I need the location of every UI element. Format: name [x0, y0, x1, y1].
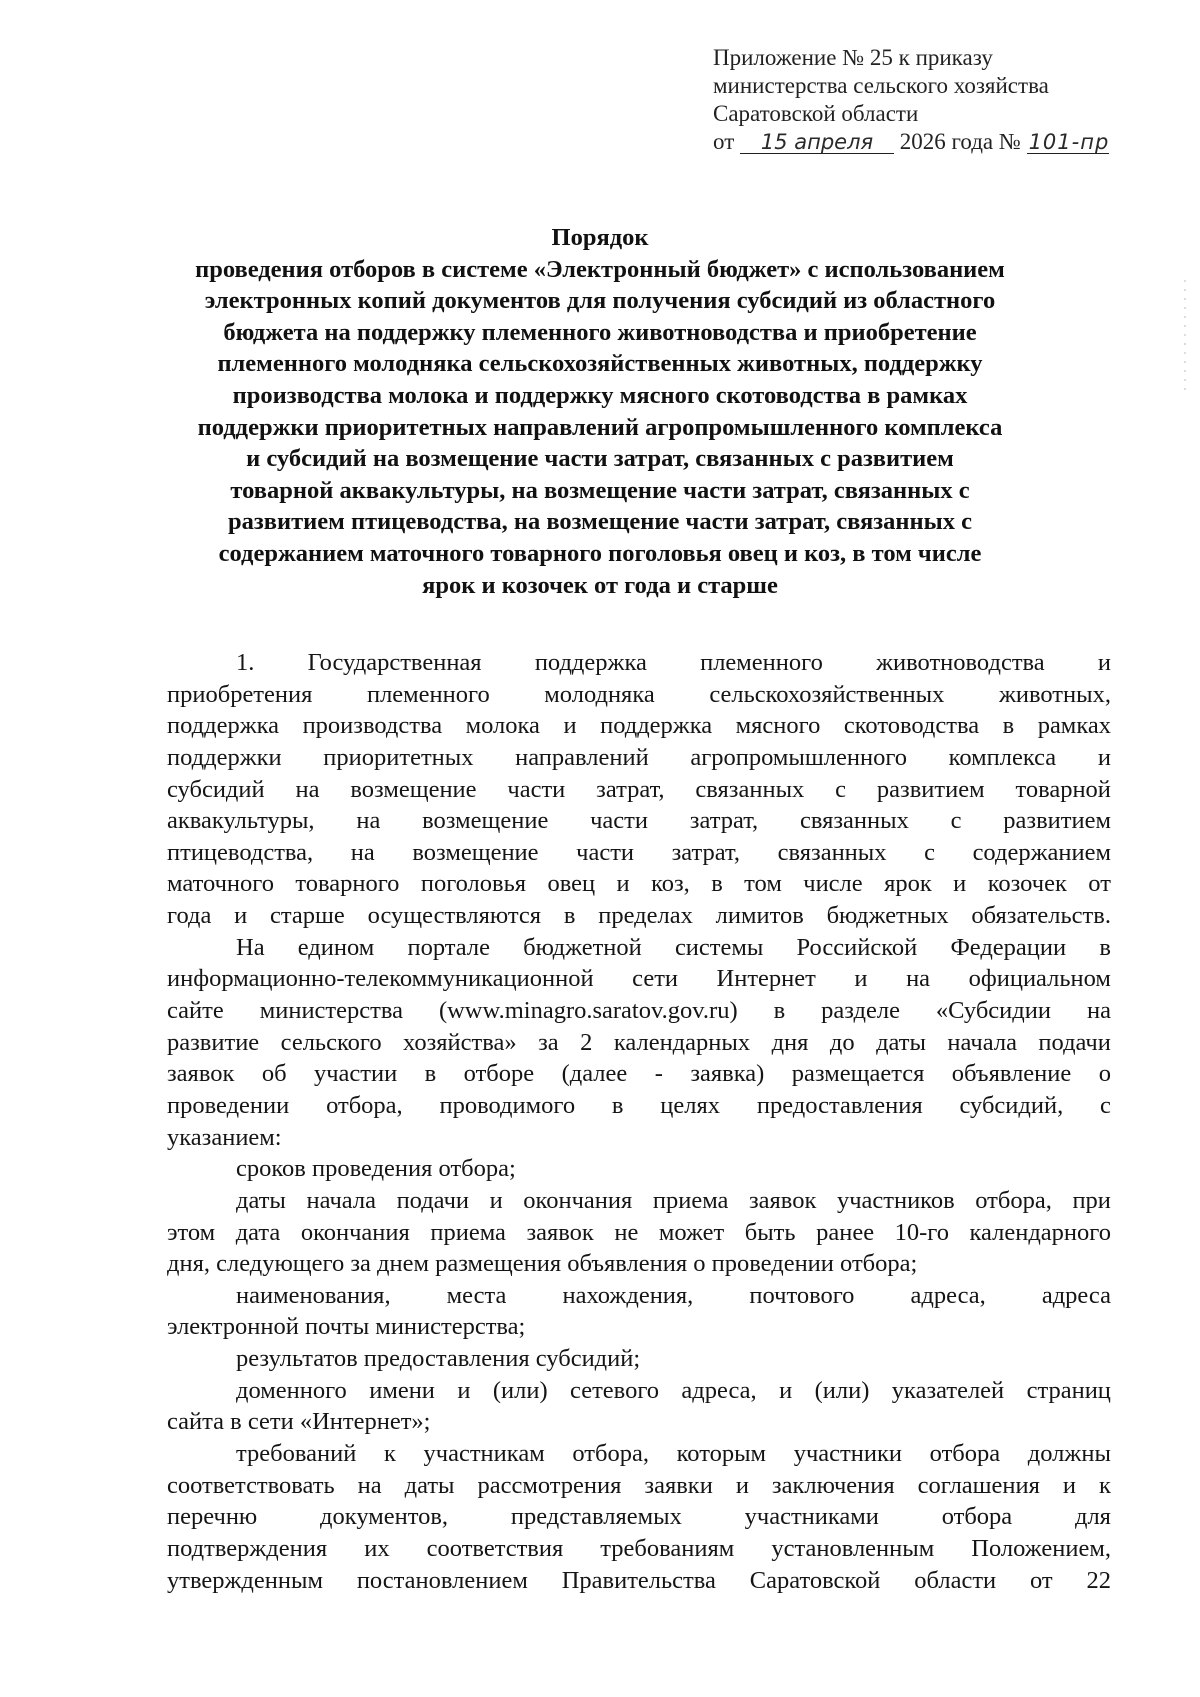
- word: на: [295, 775, 320, 803]
- word: дня: [771, 1028, 809, 1056]
- word: и: [1097, 743, 1111, 771]
- word: части: [576, 838, 635, 866]
- word: связанных: [695, 775, 805, 803]
- word: с: [950, 807, 962, 835]
- word: наименования,: [236, 1281, 391, 1309]
- text-line: [167, 1280, 1111, 1312]
- word: системы: [674, 933, 764, 961]
- word: имени: [369, 1376, 435, 1404]
- word: адреса,: [681, 1376, 757, 1404]
- text-line: дня, следующего за днем размещения объявления о проведении отбора;: [167, 1250, 918, 1278]
- text-line: [167, 995, 1111, 1027]
- word: страниц: [1026, 1376, 1111, 1404]
- word: 2: [580, 1028, 593, 1056]
- word: проводимого: [439, 1091, 576, 1119]
- word: субсидий,: [959, 1091, 1064, 1119]
- text-line: [167, 679, 1111, 711]
- text-line: [167, 1470, 1111, 1502]
- title-line: электронных копий документов для получения субсидий из областного: [204, 287, 996, 315]
- word: календарного: [969, 1218, 1111, 1246]
- word: заявка): [690, 1060, 765, 1088]
- word: том: [744, 870, 782, 898]
- word: этом: [167, 1218, 216, 1246]
- word: подтверждения: [167, 1534, 328, 1562]
- text-line: [167, 932, 1111, 964]
- word: области: [914, 1566, 997, 1594]
- word: пределах: [598, 902, 693, 930]
- word: на: [350, 838, 375, 866]
- header-line-2: министерства сельского хозяйства: [713, 73, 1049, 98]
- word: информационно-телекоммуникационной: [167, 965, 594, 993]
- word: к: [1099, 1471, 1111, 1499]
- word: части: [590, 807, 648, 835]
- word: в: [773, 997, 786, 1025]
- word: адреса,: [910, 1281, 986, 1309]
- word: (или): [814, 1376, 870, 1404]
- word: развитие: [167, 1028, 260, 1056]
- word: документов,: [320, 1503, 449, 1531]
- word: участниками: [744, 1503, 879, 1531]
- word: Государственная: [307, 649, 482, 676]
- text-line: [167, 900, 1111, 932]
- word: 10-го: [894, 1218, 949, 1246]
- word: 1.: [236, 649, 255, 676]
- word: поголовья: [420, 870, 527, 898]
- word: с: [835, 775, 847, 803]
- word: агропромышленного: [690, 743, 908, 771]
- word: и: [457, 1376, 471, 1404]
- title-line: товарной аквакультуры, на возмещение части затрат, связанных с: [230, 476, 970, 504]
- paragraph-2: [167, 932, 1111, 1153]
- word: товарной: [1015, 775, 1111, 803]
- text-line: [167, 1090, 1111, 1122]
- word: и: [854, 965, 868, 993]
- word: приема: [652, 1186, 729, 1214]
- word: племенного: [366, 680, 490, 708]
- word: Российской: [796, 933, 918, 961]
- word: доменного: [236, 1376, 347, 1404]
- word: в: [424, 1060, 437, 1088]
- word: Правительства: [561, 1566, 716, 1594]
- word: соответствовать: [167, 1471, 335, 1499]
- word: дата: [235, 1218, 281, 1246]
- word: и: [735, 1471, 749, 1499]
- word: приема: [430, 1218, 506, 1246]
- word: молодняка: [544, 680, 655, 708]
- word: На: [236, 933, 265, 961]
- word: подачи: [396, 1186, 470, 1214]
- word: и: [953, 870, 967, 898]
- word: и: [616, 870, 630, 898]
- word: отбора: [929, 1440, 1001, 1468]
- text-line: [167, 837, 1111, 869]
- word: скотоводства: [843, 712, 980, 740]
- word: сетевого: [570, 1376, 660, 1404]
- word: мясного: [735, 712, 821, 740]
- word: и: [234, 902, 248, 930]
- word: -: [654, 1060, 663, 1088]
- word: с: [924, 838, 935, 866]
- word: от: [1030, 1566, 1053, 1594]
- text-line: [167, 1058, 1111, 1090]
- word: аквакультуры,: [167, 807, 315, 835]
- word: «Субсидии: [935, 997, 1051, 1025]
- word: для: [1074, 1503, 1111, 1531]
- word: начала: [947, 1028, 1017, 1056]
- title-line: развитием птицеводства, на возмещение части затрат, связанных с: [228, 508, 972, 536]
- word: ранее: [816, 1218, 875, 1246]
- word: года: [167, 902, 212, 930]
- word: поддержки: [167, 743, 282, 771]
- word: товарного: [295, 870, 400, 898]
- word: птицеводства,: [167, 838, 314, 866]
- word: отборе: [463, 1060, 535, 1088]
- text-line: [167, 774, 1111, 806]
- handwritten-date: 15 апреля: [740, 131, 894, 154]
- word: отбора,: [572, 1440, 649, 1468]
- word: их: [364, 1534, 390, 1562]
- word: при: [1072, 1186, 1111, 1214]
- word: коз,: [651, 870, 690, 898]
- text-line: сайта в сети «Интернет»;: [167, 1408, 431, 1436]
- word: отбора: [941, 1503, 1013, 1531]
- word: Положением,: [971, 1534, 1111, 1562]
- word: о: [1098, 1060, 1111, 1088]
- word: размещается: [791, 1060, 925, 1088]
- word: сельского: [280, 1028, 382, 1056]
- document-title: [150, 222, 1050, 601]
- word: даты: [236, 1186, 286, 1214]
- word: места: [446, 1281, 507, 1309]
- word: затрат,: [671, 838, 741, 866]
- word: хозяйства»: [403, 1028, 517, 1056]
- word: даты: [876, 1028, 926, 1056]
- word: субсидий: [167, 775, 265, 803]
- word: на: [357, 1471, 382, 1499]
- word: может: [658, 1218, 725, 1246]
- title-line: поддержки приоритетных направлений агропромышленного комплекса: [197, 413, 1003, 441]
- word: Саратовской: [749, 1566, 881, 1594]
- title-heading: Порядок: [551, 224, 649, 251]
- text-line: [167, 1185, 1111, 1217]
- word: разделе: [821, 997, 900, 1025]
- paragraph-8: [167, 1438, 1111, 1596]
- word: от: [1088, 870, 1111, 898]
- text-line: [167, 710, 1111, 742]
- text-line: [167, 1565, 1111, 1597]
- word: заявок: [167, 1060, 235, 1088]
- word: календарных: [613, 1028, 751, 1056]
- word: предоставления: [756, 1091, 923, 1119]
- word: затрат,: [596, 775, 665, 803]
- word: соглашения: [917, 1471, 1040, 1499]
- word: обязательств.: [971, 902, 1111, 930]
- word: содержанием: [972, 838, 1111, 866]
- word: и: [1097, 649, 1111, 676]
- word: козочек: [987, 870, 1067, 898]
- word: участникам: [423, 1440, 545, 1468]
- word: рамках: [1037, 712, 1111, 740]
- word: официальном: [968, 965, 1111, 993]
- word: (далее: [561, 1060, 628, 1088]
- word: едином: [297, 933, 375, 961]
- word: должны: [1027, 1440, 1111, 1468]
- word: сельскохозяйственных: [709, 680, 945, 708]
- word: установленным: [771, 1534, 935, 1562]
- word: племенного: [700, 649, 823, 676]
- word: до: [829, 1028, 855, 1056]
- word: маточного: [167, 870, 274, 898]
- paragraph-4: [167, 1185, 1111, 1280]
- word: и: [1062, 1471, 1077, 1499]
- word: осуществляются: [367, 902, 542, 930]
- word: проведении: [167, 1091, 290, 1119]
- word: (www.minagro.saratov.gov.ru): [438, 997, 738, 1025]
- word: сайте: [167, 997, 224, 1025]
- word: участников: [836, 1186, 955, 1214]
- appendix-header: [713, 44, 1173, 156]
- word: на: [906, 965, 931, 993]
- word: старше: [270, 902, 345, 930]
- word: указателей: [891, 1376, 1005, 1404]
- word: объявление: [951, 1060, 1072, 1088]
- word: в: [1099, 933, 1111, 961]
- word: в: [711, 870, 723, 898]
- title-line: содержанием маточного товарного поголовья овец и коз, в том числе: [218, 539, 982, 567]
- header-date-line: [713, 128, 1173, 156]
- word: и: [489, 1186, 503, 1214]
- word: молока: [465, 712, 540, 740]
- word: лимитов: [715, 902, 804, 930]
- word: быть: [744, 1218, 796, 1246]
- word: окончания: [523, 1186, 633, 1214]
- word: окончания: [300, 1218, 410, 1246]
- word: нахождения,: [562, 1281, 694, 1309]
- word: за: [538, 1028, 559, 1056]
- list-item-text: сроков проведения отбора;: [236, 1155, 516, 1183]
- word: начала: [306, 1186, 376, 1214]
- word: отбора,: [975, 1186, 1052, 1214]
- word: заявки: [644, 1471, 713, 1499]
- word: направлений: [515, 743, 649, 771]
- word: приобретения: [167, 680, 313, 708]
- word: целях: [660, 1091, 721, 1119]
- word: развитием: [1003, 807, 1111, 835]
- word: возмещение: [412, 838, 539, 866]
- text-line: [167, 1217, 1111, 1249]
- word: подачи: [1038, 1028, 1111, 1056]
- word: представляемых: [510, 1503, 682, 1531]
- word: адреса: [1041, 1281, 1111, 1309]
- word: с: [1100, 1091, 1111, 1119]
- word: возмещение: [350, 775, 477, 803]
- word: возмещение: [422, 807, 549, 835]
- text-line: [167, 1027, 1111, 1059]
- word: производства: [302, 712, 443, 740]
- header-line-1: Приложение № 25 к приказу: [713, 45, 993, 70]
- word: к: [383, 1440, 396, 1468]
- word: бюджетной: [523, 933, 642, 961]
- word: рассмотрения: [477, 1471, 622, 1499]
- word: сети: [632, 965, 679, 993]
- word: поддержка: [167, 712, 280, 740]
- word: постановлением: [356, 1566, 528, 1594]
- header-line-3: Саратовской области: [713, 101, 919, 126]
- word: связанных: [777, 838, 887, 866]
- word: не: [614, 1218, 639, 1246]
- word: отбора,: [326, 1091, 403, 1119]
- word: требований: [236, 1440, 357, 1468]
- text-line: [167, 1375, 1111, 1407]
- title-line: производства молока и поддержку мясного скотоводства в рамках: [232, 381, 968, 409]
- word: об: [261, 1060, 287, 1088]
- word: портале: [407, 933, 490, 961]
- text-line: [167, 742, 1111, 774]
- paragraph-1: [167, 647, 1111, 932]
- word: связанных: [799, 807, 909, 835]
- word: почтового: [749, 1281, 855, 1309]
- handwritten-order-number: 101-пр: [1028, 130, 1110, 154]
- title-line: бюджета на поддержку племенного животноводства и приобретение: [223, 318, 977, 346]
- scan-artifact: [1184, 280, 1186, 390]
- title-line: племенного молодняка сельскохозяйственных животных, поддержку: [217, 350, 983, 378]
- header-from-prefix: от: [713, 129, 735, 154]
- header-year-text: 2026 года №: [899, 129, 1021, 154]
- title-line: и субсидий на возмещение части затрат, связанных с развитием: [246, 445, 954, 473]
- word: затрат,: [689, 807, 759, 835]
- word: и: [779, 1376, 793, 1404]
- word: комплекса: [948, 743, 1057, 771]
- word: поддержка: [534, 649, 647, 676]
- title-line: ярок и козочек от года и старше: [422, 571, 778, 599]
- word: участии: [313, 1060, 398, 1088]
- word: в: [1002, 712, 1015, 740]
- word: заключения: [771, 1471, 895, 1499]
- text-line: [167, 1438, 1111, 1470]
- word: министерства: [259, 997, 403, 1025]
- word: и: [563, 712, 577, 740]
- word: которым: [676, 1440, 767, 1468]
- word: Интернет: [716, 965, 816, 993]
- paragraph-7: [167, 1375, 1111, 1438]
- word: животных,: [998, 680, 1111, 708]
- word: в: [563, 902, 576, 930]
- word: Федерации: [950, 933, 1067, 961]
- word: овец: [547, 870, 596, 898]
- text-line: [167, 868, 1111, 900]
- word: бюджетных: [826, 902, 949, 930]
- word: требованиям: [600, 1534, 735, 1562]
- paragraph-5: [167, 1280, 1111, 1343]
- word: (или): [492, 1376, 548, 1404]
- text-line: указанием:: [167, 1123, 282, 1151]
- word: животноводства: [876, 649, 1045, 676]
- text-line: [167, 1501, 1111, 1533]
- word: соответствия: [426, 1534, 564, 1562]
- word: даты: [404, 1471, 455, 1499]
- text-line: [167, 1533, 1111, 1565]
- word: участники: [793, 1440, 902, 1468]
- word: числе: [803, 870, 863, 898]
- word: развитием: [876, 775, 985, 803]
- word: на: [356, 807, 381, 835]
- word: перечню: [167, 1503, 258, 1531]
- word: части: [507, 775, 566, 803]
- text-line: [167, 647, 1111, 679]
- word: поддержка: [600, 712, 713, 740]
- word: 22: [1086, 1566, 1111, 1594]
- list-item-text: результатов предоставления субсидий;: [236, 1345, 641, 1373]
- word: в: [611, 1091, 624, 1119]
- text-line: [167, 963, 1111, 995]
- word: ярок: [884, 870, 932, 898]
- word: приоритетных: [323, 743, 474, 771]
- word: заявок: [748, 1186, 817, 1214]
- word: утвержденным: [167, 1566, 323, 1594]
- text-line: [167, 805, 1111, 837]
- title-line: проведения отборов в системе «Электронный бюджет» с использованием: [195, 255, 1005, 283]
- document-body: [167, 647, 1111, 1596]
- text-line: электронной почты министерства;: [167, 1313, 526, 1341]
- word: заявок: [526, 1218, 594, 1246]
- word: на: [1086, 997, 1111, 1025]
